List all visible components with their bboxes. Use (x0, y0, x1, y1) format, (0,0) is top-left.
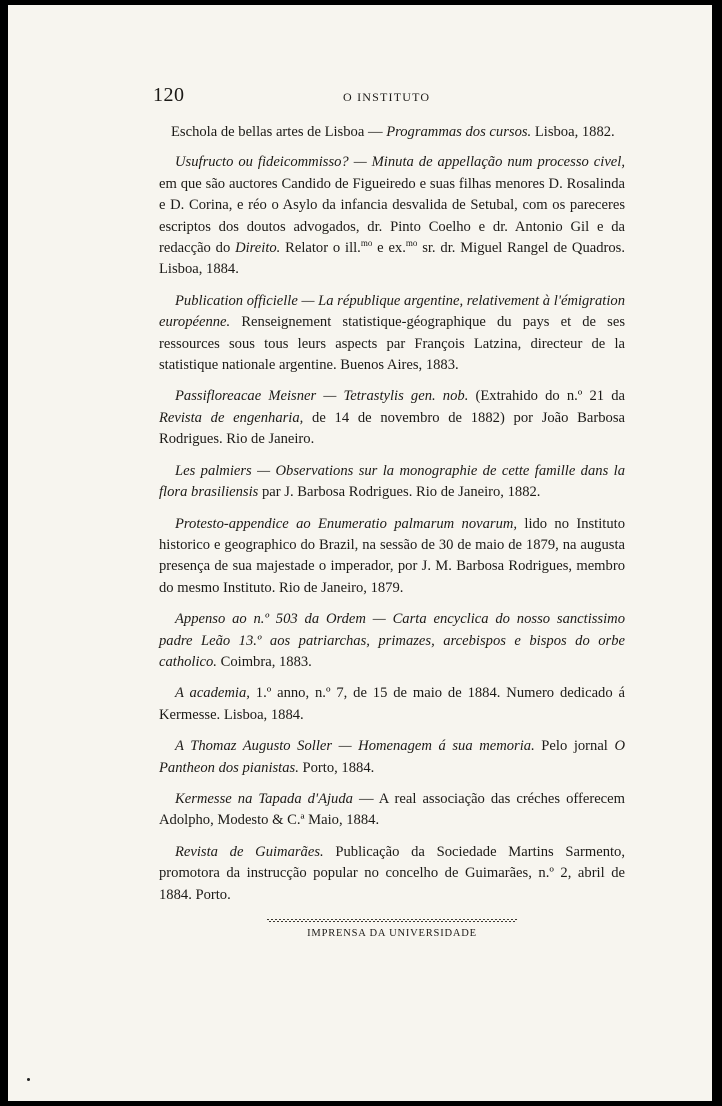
ink-speck (27, 1078, 30, 1081)
ornamental-rule (267, 919, 517, 925)
page-header (153, 84, 625, 112)
bibliography-entry: Publication officielle — La république argentine, relativement à l'émigration européenne. Renseignement statistique-géographique du pays et de ses ressources sous tous leurs aspects par François Latzina, directeur de la statistique nationale argentine. Buenos Aires, 1883. (159, 292, 625, 374)
bibliography-entry: Protesto-appendice ao Enumeratio palmarum novarum, lido no Instituto historico e geographico do Brazil, na sessão de 30 de maio de 1879, na augusta presença de sua majestade o imperador, por J. M. Barbosa Rodrigues, membro do mesmo Instituto. Rio de Janeiro, 1879. (159, 515, 625, 596)
bibliography-entry: Passifloreacae Meisner — Tetrastylis gen. nob. (Extrahido do n.º 21 da Revista de engenharia, de 14 de novembro de 1882) por João Barbosa Rodrigues. Rio de Janeiro. (159, 388, 626, 448)
bibliography-entry: Appenso ao n.º 503 da Ordem — Carta encyclica do nosso sanctissimo padre Leão 13.º aos patriarchas, primazes, arcebispos e bispos do orbe catholico. Coimbra, 1883. (159, 611, 625, 670)
bibliography-list (159, 122, 625, 916)
page-number: 120 (153, 84, 185, 106)
bibliography-entry: A Thomaz Augusto Soller — Homenagem á sua memoria. Pelo jornal O Pantheon dos pianistas. Porto, 1884. (159, 738, 625, 776)
bibliography-entry: Usufructo ou fideicommisso? — Minuta de appellação num processo civel, em que são auctores Candido de Figueiredo e suas filhas menores D. Rosalinda e D. Corina, e réo o Asylo da infancia desvalida de Setubal, com os pareceres escriptos dos doutos advogados, dr. Pinto Coelho e dr. Antonio Gil e da redacção do Direito. Relator o ill.$^{mo}$ e ex.$^{mo}$ sr. dr. Miguel Rangel de Quadros. Lisboa, 1884. (159, 154, 625, 278)
bibliography-entry: A academia, 1.º anno, n.º 7, de 15 de maio de 1884. Numero dedicado á Kermesse. Lisboa, 1884. (159, 685, 625, 723)
running-title: O INSTITUTO (343, 90, 431, 104)
bibliography-entry: Eschola de bellas artes de Lisboa — Programmas dos cursos. Lisboa, 1882. (171, 124, 615, 140)
bibliography-entry: Les palmiers — Observations sur la monographie de cette famille dans la flora brasiliensis par J. Barbosa Rodrigues. Rio de Janeiro, 1882. (159, 462, 625, 501)
bibliography-entry: Kermesse na Tapada d'Ajuda — A real associação das créches offerecem Adolpho, Modesto & C.ª Maio, 1884. (159, 790, 625, 829)
printer-imprint: IMPRENSA DA UNIVERSIDADE (307, 928, 477, 939)
bibliography-entry: Revista de Guimarães. Publicação da Sociedade Martins Sarmento, promotora da instrucção popular no concelho de Guimarães, n.º 2, abril de 1884. Porto. (159, 843, 625, 903)
